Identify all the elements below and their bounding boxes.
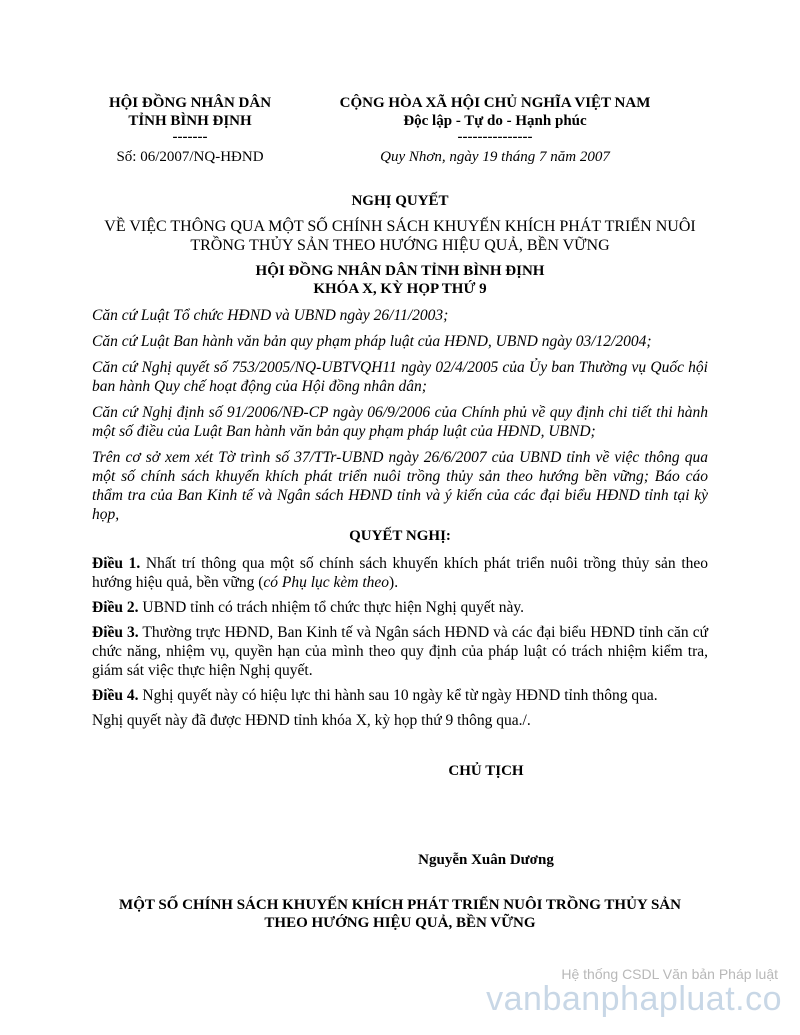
national-motto: Độc lập - Tự do - Hạnh phúc — [403, 113, 587, 129]
issuer-line-2: KHÓA X, KỲ HỌP THỨ 9 — [313, 281, 487, 297]
article-text: Nhất trí thông qua một số chính sách khuyến khích phát triển nuôi trồng thủy sản theo hướng hiệu quả, bền vững ( — [92, 555, 709, 591]
subject-line-2: TRỒNG THỦY SẢN THEO HƯỚNG HIỆU QUẢ, BỀN VỮNG — [190, 237, 610, 254]
left-rule: ------- — [172, 129, 208, 145]
closing-statement: Nghị quyết này đã được HĐND tỉnh khóa X, kỳ họp thứ 9 thông qua./. — [92, 712, 531, 729]
country-name: CỘNG HÒA XÃ HỘI CHỦ NGHĨA VIỆT NAM — [339, 95, 651, 111]
preamble-item: Căn cứ Luật Ban hành văn bản quy phạm pháp luật của HĐND, UBND ngày 03/12/2004; — [92, 333, 652, 350]
date-place: Quy Nhơn, ngày 19 tháng 7 năm 2007 — [380, 149, 610, 165]
appendix-title-line-1: MỘT SỐ CHÍNH SÁCH KHUYẾN KHÍCH PHÁT TRIỂN NUÔI TRỒNG THỦY SẢN — [119, 897, 681, 913]
article-label: Điều 1. — [92, 555, 141, 572]
signature-title: CHỦ TỊCH — [448, 763, 524, 779]
issuer-line-1: HỘI ĐỒNG NHÂN DÂN TỈNH BÌNH ĐỊNH — [255, 263, 545, 279]
preamble-item: Trên cơ sở xem xét Tờ trình số 37/TTr-UBND ngày 26/6/2007 của UBND tỉnh về việc thông qua một số chính sách khuyến khích phát triển nuôi trồng thủy sản theo hướng bền vững; Báo cáo thẩm tra của Ban Kinh tế và Ngân sách HĐND tỉnh và ý kiến của các đại biểu HĐND tỉnh tại kỳ họp, — [92, 449, 708, 523]
preamble-item: Căn cứ Luật Tổ chức HĐND và UBND ngày 26/11/2003; — [92, 307, 449, 324]
article-italic: có Phụ lục kèm theo — [263, 574, 390, 591]
article-4 — [92, 686, 708, 705]
resolve-heading: QUYẾT NGHỊ: — [349, 528, 451, 544]
article-label: Điều 3. — [92, 624, 139, 641]
article-text: Thường trực HĐND, Ban Kinh tế và Ngân sách HĐND và các đại biểu HĐND tỉnh căn cứ chức năng, nhiệm vụ, quyền hạn của mình theo quy định của pháp luật có trách nhiệm kiểm tra, giám sát việc thực hiện Nghị quyết. — [92, 624, 708, 679]
preamble-item: Căn cứ Nghị định số 91/2006/NĐ-CP ngày 06/9/2006 của Chính phủ về quy định chi tiết thi hành một số điều của Luật Ban hành văn bản quy phạm pháp luật của HĐND, UBND; — [92, 404, 708, 440]
article-2 — [92, 598, 708, 617]
province-name: TỈNH BÌNH ĐỊNH — [128, 113, 252, 129]
right-rule: --------------- — [457, 129, 533, 145]
document-number: Số: 06/2007/NQ-HĐND — [116, 149, 264, 165]
article-3 — [92, 623, 708, 680]
signature-name: Nguyễn Xuân Dương — [418, 852, 554, 868]
watermark-site: vanbanphapluat.co — [486, 980, 782, 1018]
article-label: Điều 4. — [92, 687, 139, 704]
document-type: NGHỊ QUYẾT — [351, 193, 449, 209]
article-tail: ). — [389, 574, 399, 591]
article-text: UBND tỉnh có trách nhiệm tổ chức thực hiện Nghị quyết này. — [138, 599, 525, 616]
article-1 — [92, 554, 708, 592]
appendix-title-line-2: THEO HƯỚNG HIỆU QUẢ, BỀN VỮNG — [264, 915, 536, 931]
article-text: Nghị quyết này có hiệu lực thi hành sau 10 ngày kể từ ngày HĐND tỉnh thông qua. — [138, 687, 658, 704]
council-name: HỘI ĐỒNG NHÂN DÂN — [108, 95, 272, 111]
subject-line-1: VỀ VIỆC THÔNG QUA MỘT SỐ CHÍNH SÁCH KHUYẾN KHÍCH PHÁT TRIỂN NUÔI — [104, 218, 696, 235]
preamble-item: Căn cứ Nghị quyết số 753/2005/NQ-UBTVQH11 ngày 02/4/2005 của Ủy ban Thường vụ Quốc hội ban hành Quy chế hoạt động của Hội đồng nhân dân; — [92, 359, 708, 395]
watermark-caption: Hệ thống CSDL Văn bản Pháp luật — [561, 966, 778, 982]
article-label: Điều 2. — [92, 599, 139, 616]
